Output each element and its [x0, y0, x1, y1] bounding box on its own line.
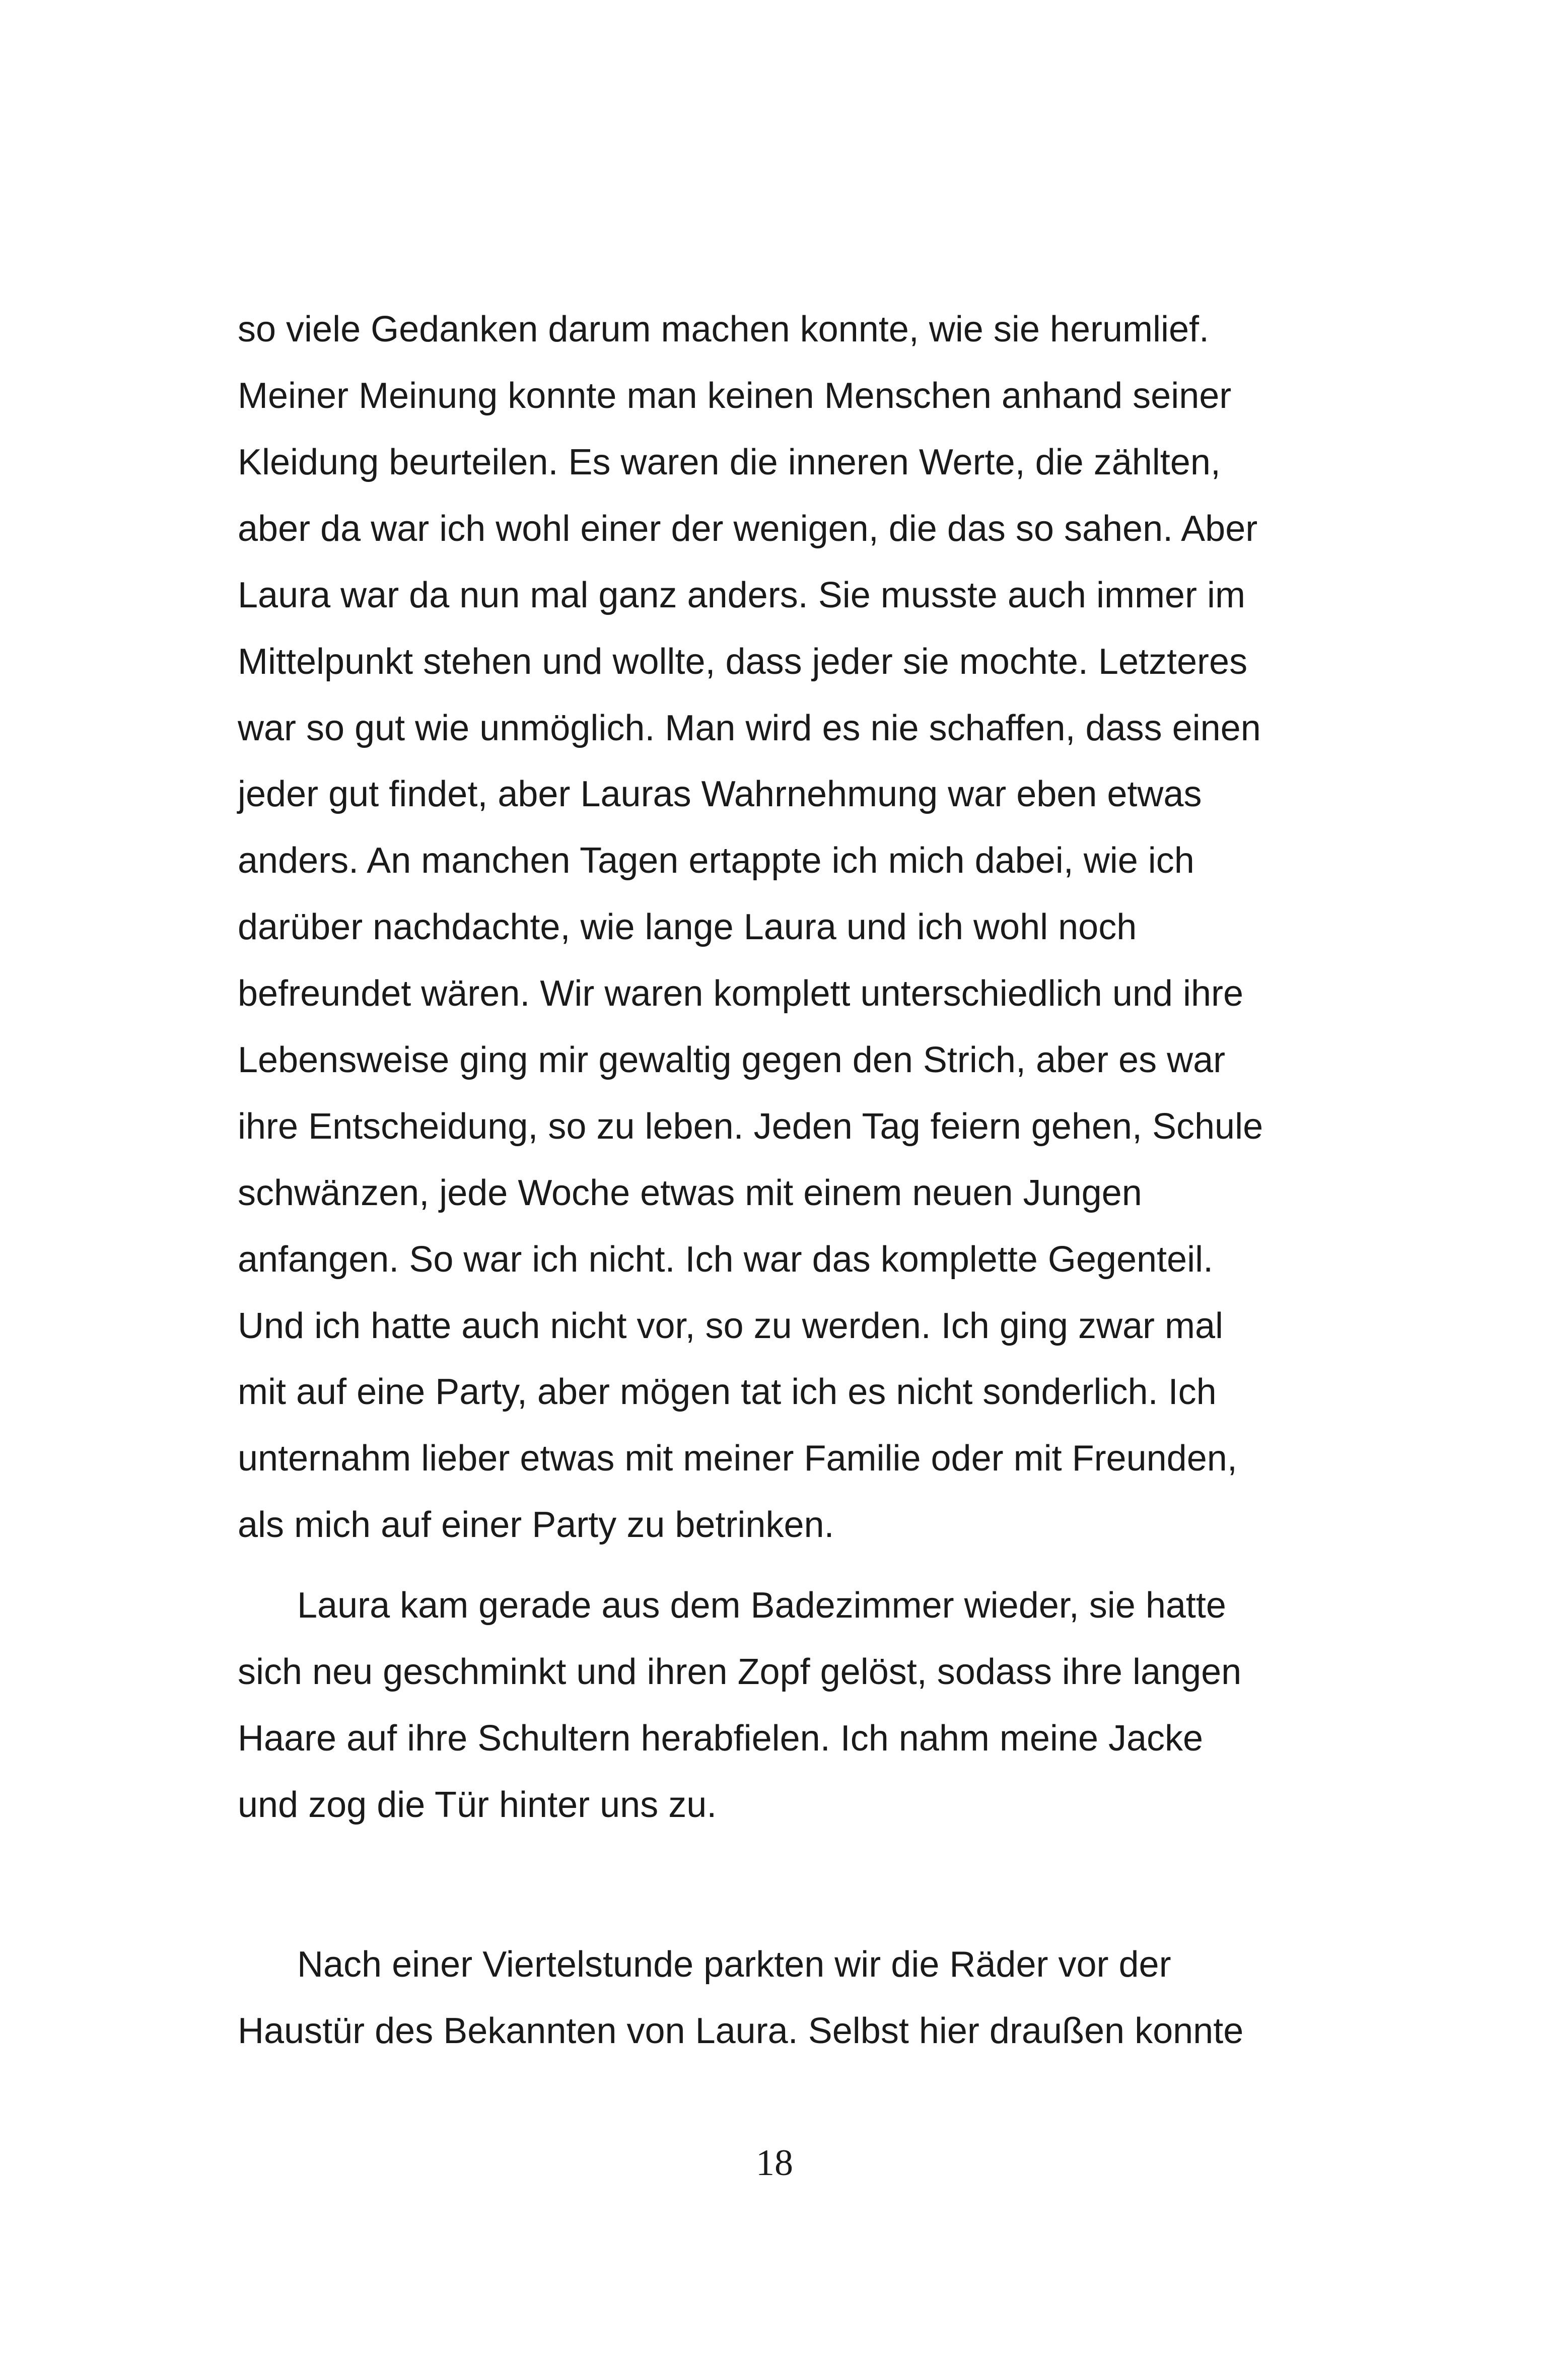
- text-line: war so gut wie unmöglich. Man wird es nie schaffen, dass einen: [238, 708, 1261, 748]
- text-line: schwänzen, jede Woche etwas mit einem neuen Jungen: [238, 1173, 1142, 1213]
- text-line: Nach einer Viertelstunde parkten wir die Räder vor der: [297, 1944, 1171, 1985]
- text-line: als mich auf einer Party zu betrinken.: [238, 1505, 834, 1545]
- text-line: Mittelpunkt stehen und wollte, dass jeder sie mochte. Letzteres: [238, 642, 1248, 682]
- text-line: und zog die Tür hinter uns zu.: [238, 1785, 717, 1825]
- text-line: Haare auf ihre Schultern herabfielen. Ich nahm meine Jacke: [238, 1718, 1204, 1759]
- text-line: so viele Gedanken darum machen konnte, wie sie herumlief.: [238, 309, 1210, 349]
- text-line: unternahm lieber etwas mit meiner Familie oder mit Freunden,: [238, 1438, 1237, 1479]
- text-line: Meiner Meinung konnte man keinen Menschen anhand seiner: [238, 376, 1232, 416]
- text-line: darüber nachdachte, wie lange Laura und ich wohl noch: [238, 907, 1137, 947]
- text-line: sich neu geschminkt und ihren Zopf gelöst, sodass ihre langen: [238, 1652, 1242, 1692]
- text-line: Kleidung beurteilen. Es waren die inneren Werte, die zählten,: [238, 442, 1221, 482]
- text-line: anfangen. So war ich nicht. Ich war das komplette Gegenteil.: [238, 1239, 1214, 1280]
- text-line: Und ich hatte auch nicht vor, so zu werden. Ich ging zwar mal: [238, 1306, 1224, 1346]
- text-line: Haustür des Bekannten von Laura. Selbst hier draußen konnte: [238, 2011, 1244, 2051]
- text-line: anders. An manchen Tagen ertappte ich mich dabei, wie ich: [238, 841, 1194, 881]
- text-line: Laura kam gerade aus dem Badezimmer wieder, sie hatte: [297, 1585, 1226, 1626]
- text-line: jeder gut findet, aber Lauras Wahrnehmung war eben etwas: [238, 774, 1202, 814]
- text-line: Laura war da nun mal ganz anders. Sie musste auch immer im: [238, 575, 1245, 615]
- text-line: ihre Entscheidung, so zu leben. Jeden Tag feiern gehen, Schule: [238, 1106, 1263, 1147]
- page-number: 18: [756, 2142, 793, 2184]
- text-line: Lebensweise ging mir gewaltig gegen den Strich, aber es war: [238, 1040, 1226, 1080]
- text-line: aber da war ich wohl einer der wenigen, die das so sahen. Aber: [238, 509, 1258, 549]
- text-line: befreundet wären. Wir waren komplett unterschiedlich und ihre: [238, 973, 1244, 1014]
- text-line: mit auf eine Party, aber mögen tat ich es nicht sonderlich. Ich: [238, 1372, 1217, 1412]
